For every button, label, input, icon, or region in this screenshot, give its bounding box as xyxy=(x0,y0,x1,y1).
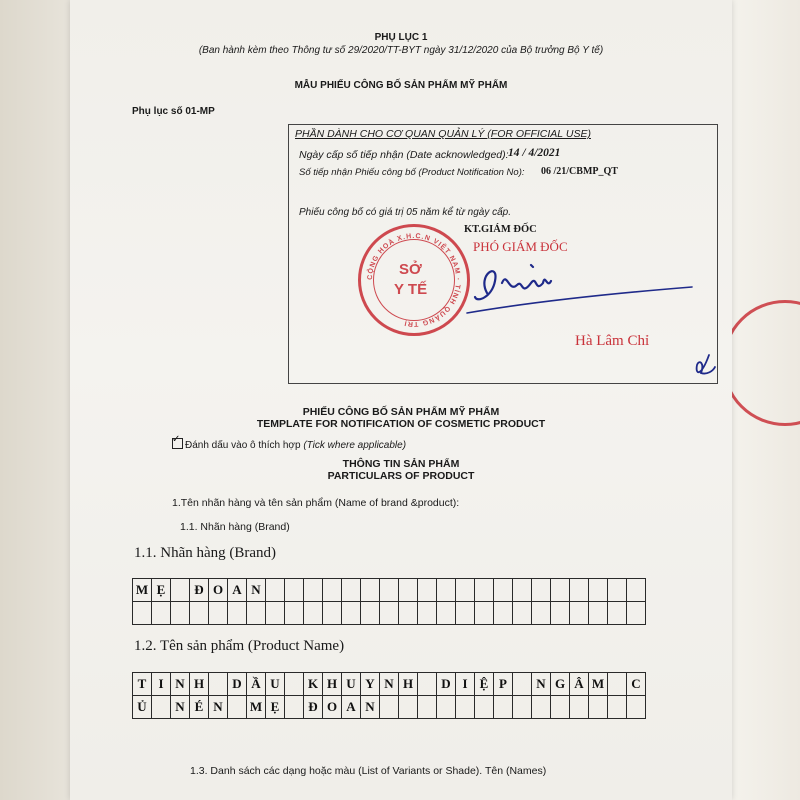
brand-grid-row xyxy=(133,579,646,602)
grid-cell xyxy=(627,602,646,625)
template-title-vi: PHIẾU CÔNG BỐ SẢN PHẨM MỸ PHẨM xyxy=(302,406,500,418)
notification-number-label: Số tiếp nhận Phiếu công bố (Product Notification No): xyxy=(299,167,525,178)
grid-cell xyxy=(247,602,266,625)
grid-cell xyxy=(513,602,532,625)
grid-cell: Ệ xyxy=(475,673,494,696)
field-1-1-label-small: 1.1. Nhãn hàng (Brand) xyxy=(180,521,290,533)
grid-cell xyxy=(437,696,456,719)
appendix-title: PHỤ LỤC 1 xyxy=(374,32,428,43)
grid-cell: H xyxy=(399,673,418,696)
grid-cell xyxy=(285,602,304,625)
grid-cell xyxy=(361,602,380,625)
grid-cell: Ủ xyxy=(133,696,152,719)
grid-cell xyxy=(589,602,608,625)
grid-cell xyxy=(342,579,361,602)
brand-grid xyxy=(132,578,646,625)
tick-instruction xyxy=(172,437,406,451)
signer-for: KT.GIÁM ĐỐC xyxy=(464,224,537,235)
grid-cell: N xyxy=(532,673,551,696)
grid-cell xyxy=(437,602,456,625)
svg-text:CỘNG HOÀ X.H.C.N VIỆT NAM · TỈ xyxy=(365,233,461,327)
grid-cell: C xyxy=(627,673,646,696)
grid-cell xyxy=(608,602,627,625)
grid-cell xyxy=(532,579,551,602)
grid-cell xyxy=(323,602,342,625)
grid-cell xyxy=(475,579,494,602)
grid-cell: M xyxy=(589,673,608,696)
grid-cell xyxy=(418,696,437,719)
date-acknowledged-label: Ngày cấp số tiếp nhận (Date acknowledged): xyxy=(299,149,509,161)
grid-cell xyxy=(133,602,152,625)
grid-cell: I xyxy=(456,673,475,696)
stamp-line-2: Y TẾ xyxy=(394,281,428,298)
grid-cell xyxy=(589,579,608,602)
grid-cell xyxy=(551,579,570,602)
grid-cell: M xyxy=(247,696,266,719)
validity-note: Phiếu công bố có giá trị 05 năm kể từ ngày cấp. xyxy=(299,207,512,218)
form-title: MẪU PHIẾU CÔNG BỐ SẢN PHẨM MỸ PHẨM xyxy=(294,80,508,91)
grid-cell xyxy=(475,696,494,719)
notification-number-value: 06 /21/CBMP_QT xyxy=(541,166,618,177)
grid-cell xyxy=(380,696,399,719)
product-grid-row xyxy=(133,696,646,719)
grid-cell xyxy=(285,673,304,696)
stamp-line-1: SỞ xyxy=(399,261,422,278)
grid-cell xyxy=(570,579,589,602)
grid-cell xyxy=(608,673,627,696)
grid-cell xyxy=(209,673,228,696)
grid-cell: G xyxy=(551,673,570,696)
grid-cell: N xyxy=(171,696,190,719)
template-title-en: TEMPLATE FOR NOTIFICATION OF COSMETIC PRODUCT xyxy=(256,418,546,430)
grid-cell xyxy=(418,602,437,625)
grid-cell xyxy=(304,579,323,602)
grid-cell xyxy=(266,579,285,602)
grid-cell: Ầ xyxy=(247,673,266,696)
grid-cell xyxy=(380,579,399,602)
grid-cell xyxy=(361,579,380,602)
background-left xyxy=(0,0,70,800)
appendix-subtitle: (Ban hành kèm theo Thông tư số 29/2020/TT-BYT ngày 31/12/2020 của Bộ trưởng Bộ Y tế) xyxy=(198,45,604,56)
grid-cell: H xyxy=(190,673,209,696)
grid-cell: O xyxy=(323,696,342,719)
grid-cell xyxy=(171,579,190,602)
grid-cell: H xyxy=(323,673,342,696)
field-1-2-label: 1.2. Tên sản phẩm (Product Name) xyxy=(134,638,345,654)
initials-mark xyxy=(657,347,717,381)
grid-cell xyxy=(513,696,532,719)
grid-cell: Đ xyxy=(304,696,323,719)
grid-cell: Đ xyxy=(190,579,209,602)
grid-cell xyxy=(532,696,551,719)
grid-cell: D xyxy=(437,673,456,696)
grid-cell: P xyxy=(494,673,513,696)
grid-cell xyxy=(399,579,418,602)
tick-instruction-vi: Đánh dấu vào ô thích hợp xyxy=(185,440,301,451)
section-title-vi: THÔNG TIN SẢN PHẨM xyxy=(342,458,460,470)
grid-cell xyxy=(627,579,646,602)
grid-cell xyxy=(285,579,304,602)
grid-cell xyxy=(304,602,323,625)
checkbox-checked-icon xyxy=(172,438,183,449)
grid-cell xyxy=(266,602,285,625)
grid-cell xyxy=(171,602,190,625)
official-use-box xyxy=(288,124,718,384)
grid-cell: Ẹ xyxy=(152,579,171,602)
grid-cell: N xyxy=(380,673,399,696)
grid-cell xyxy=(418,673,437,696)
grid-cell: Ẹ xyxy=(266,696,285,719)
grid-cell xyxy=(323,579,342,602)
grid-cell xyxy=(285,696,304,719)
grid-cell: T xyxy=(133,673,152,696)
section-title-en: PARTICULARS OF PRODUCT xyxy=(327,470,475,482)
grid-cell: N xyxy=(171,673,190,696)
signer-name: Hà Lâm Chỉ xyxy=(575,333,650,349)
product-grid-row xyxy=(133,673,646,696)
grid-cell xyxy=(456,579,475,602)
grid-cell: A xyxy=(342,696,361,719)
grid-cell: D xyxy=(228,673,247,696)
grid-cell xyxy=(570,696,589,719)
grid-cell xyxy=(475,602,494,625)
grid-cell: U xyxy=(342,673,361,696)
appendix-number: Phụ lục số 01-MP xyxy=(132,106,215,117)
field-1-label: 1.Tên nhãn hàng và tên sản phẩm (Name of brand &product): xyxy=(172,497,460,509)
grid-cell: A xyxy=(228,579,247,602)
grid-cell xyxy=(437,579,456,602)
grid-cell: M xyxy=(133,579,152,602)
handwritten-signature xyxy=(447,253,697,323)
grid-cell: U xyxy=(266,673,285,696)
grid-cell xyxy=(551,602,570,625)
grid-cell xyxy=(494,696,513,719)
official-use-heading: PHẦN DÀNH CHO CƠ QUAN QUẢN LÝ (FOR OFFICIAL USE) xyxy=(295,128,591,140)
grid-cell xyxy=(209,602,228,625)
grid-cell xyxy=(570,602,589,625)
tick-instruction-en: (Tick where applicable) xyxy=(303,440,407,451)
grid-cell: I xyxy=(152,673,171,696)
field-1-3-label: 1.3. Danh sách các dạng hoặc màu (List of Variants or Shade). Tên (Names) xyxy=(190,765,547,777)
official-stamp xyxy=(358,224,470,336)
grid-cell xyxy=(190,602,209,625)
grid-cell: N xyxy=(247,579,266,602)
grid-cell xyxy=(532,602,551,625)
grid-cell xyxy=(418,579,437,602)
grid-cell: N xyxy=(209,696,228,719)
grid-cell xyxy=(608,579,627,602)
grid-cell xyxy=(399,696,418,719)
grid-cell xyxy=(627,696,646,719)
grid-cell xyxy=(494,602,513,625)
grid-cell xyxy=(551,696,570,719)
grid-cell xyxy=(380,602,399,625)
grid-cell xyxy=(152,696,171,719)
grid-cell xyxy=(342,602,361,625)
grid-cell: N xyxy=(361,696,380,719)
grid-cell: O xyxy=(209,579,228,602)
grid-cell xyxy=(456,696,475,719)
grid-cell: É xyxy=(190,696,209,719)
grid-cell xyxy=(494,579,513,602)
product-name-grid xyxy=(132,672,646,719)
grid-cell: K xyxy=(304,673,323,696)
stamp-ring-text: CỘNG HOÀ X.H.C.N VIỆT NAM · TỈNH QUẢNG TRỊ xyxy=(366,232,462,328)
grid-cell xyxy=(513,673,532,696)
signer-title: PHÓ GIÁM ĐỐC xyxy=(473,239,568,254)
document-page xyxy=(70,0,732,800)
field-1-1-label: 1.1. Nhãn hàng (Brand) xyxy=(134,545,277,561)
date-acknowledged-value: 14 / 4/2021 xyxy=(508,147,561,159)
grid-cell xyxy=(589,696,608,719)
grid-cell xyxy=(513,579,532,602)
grid-cell xyxy=(228,696,247,719)
grid-cell xyxy=(456,602,475,625)
brand-grid-row xyxy=(133,602,646,625)
grid-cell: Y xyxy=(361,673,380,696)
grid-cell xyxy=(152,602,171,625)
grid-cell: Â xyxy=(570,673,589,696)
grid-cell xyxy=(399,602,418,625)
grid-cell xyxy=(608,696,627,719)
grid-cell xyxy=(228,602,247,625)
